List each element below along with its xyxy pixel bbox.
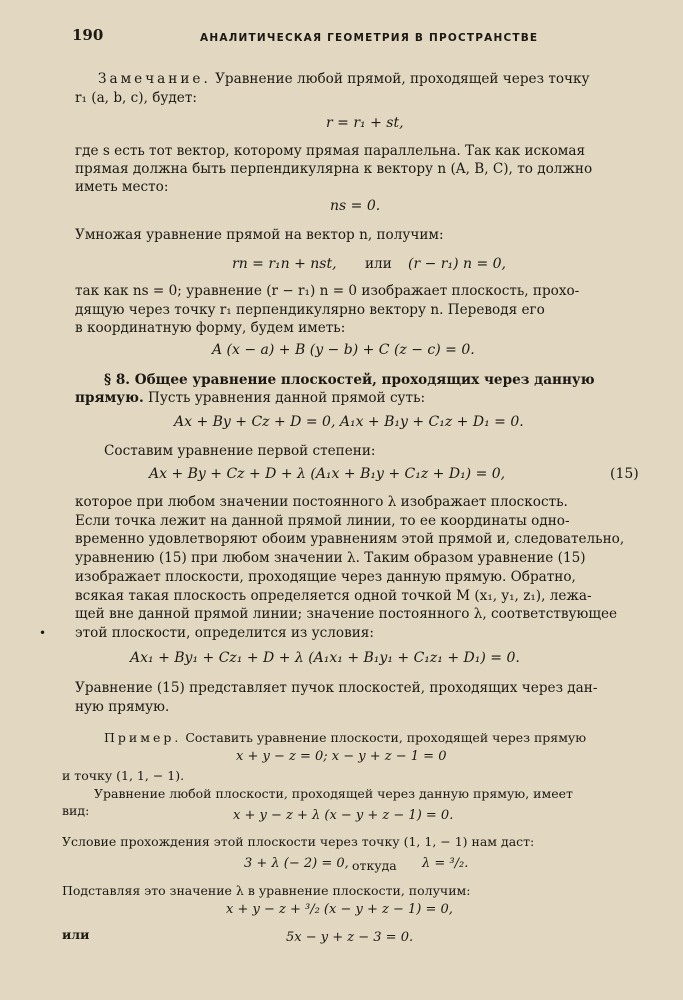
paragraph-line: временно удовлетворяют обоим уравнениям этой прямой и, следовательно, xyxy=(75,531,625,547)
paragraph-line: всякая такая плоскость определяется одной точкой M (x₁, y₁, z₁), лежа- xyxy=(75,588,592,604)
paragraph-line: прямая должна быть перпендикулярна к вектору n (A, B, C), то должно xyxy=(75,161,593,177)
paragraph-line: так как ns = 0; уравнение (r − r₁) n = 0 изображает плоскость, прохо- xyxy=(75,283,580,299)
paragraph-line: иметь место: xyxy=(75,179,169,195)
example-line-1 xyxy=(104,729,586,746)
section-heading: § 8. Общее уравнение плоскостей, проходящих через данную xyxy=(104,372,595,388)
paragraph-line: щей вне данной прямой линии; значение постоянного λ, соответствующее xyxy=(75,606,618,622)
section-intro: Пусть уравнения данной прямой суть: xyxy=(148,390,426,406)
running-title: АНАЛИТИЧЕСКАЯ ГЕОМЕТРИЯ В ПРОСТРАНСТВЕ xyxy=(200,32,539,44)
equation-substituted: x + y − z + ³/₂ (x − y + z − 1) = 0, xyxy=(226,902,453,917)
remark-line-1 xyxy=(98,71,590,88)
paragraph-line: Умножая уравнение прямой на вектор n, получим: xyxy=(75,227,444,243)
paragraph-line: Если точка лежит на данной прямой линии, то ее координаты одно- xyxy=(75,513,570,529)
equation-line-pair: Ax + By + Cz + D = 0, A₁x + B₁y + C₁z + D₁ = 0. xyxy=(174,414,524,430)
paragraph-line: Составим уравнение первой степени: xyxy=(104,443,376,459)
paragraph-line: дящую через точку r₁ перпендикулярно вектору n. Переводя его xyxy=(75,302,545,318)
equation-final-plane: 5x − y + z − 3 = 0. xyxy=(286,930,414,945)
section-heading-end: прямую. xyxy=(75,390,144,406)
remark-line-2: r₁ (a, b, c), будет: xyxy=(75,90,197,106)
paragraph-line: изображает плоскости, проходящие через данную прямую. Обратно, xyxy=(75,569,576,585)
paragraph-line: где s есть тот вектор, которому прямая параллельна. Так как искомая xyxy=(75,143,586,159)
equation-ns-zero: ns = 0. xyxy=(330,198,381,214)
example-text: вид: xyxy=(62,803,90,818)
margin-mark: • xyxy=(39,626,47,640)
example-label: Пример. xyxy=(104,730,182,745)
word-or-final: или xyxy=(62,927,90,942)
example-text: Подставляя это значение λ в уравнение плоскости, получим: xyxy=(62,883,471,898)
equation-r-r1-st: r = r₁ + st, xyxy=(326,115,404,131)
remark-line-1-text: Уравнение любой прямой, проходящей через точку xyxy=(215,71,590,87)
equation-r-minus-r1: (r − r₁) n = 0, xyxy=(408,256,507,272)
equation-number: (15) xyxy=(610,466,639,482)
example-text: Условие прохождения этой плоскости через точку (1, 1, − 1) нам даст: xyxy=(62,834,535,849)
paragraph-line: в координатную форму, будем иметь: xyxy=(75,320,346,336)
paragraph-line: этой плоскости, определится из условия: xyxy=(75,625,374,641)
example-line-1-text: Составить уравнение плоскости, проходящей через прямую xyxy=(185,730,587,745)
equation-15: Ax + By + Cz + D + λ (A₁x + B₁y + C₁z + D₁) = 0, xyxy=(149,466,506,482)
word-or: или xyxy=(365,256,392,272)
equation-example-lambda: 3 + λ (− 2) = 0, xyxy=(244,856,349,871)
remark-label: Замечание. xyxy=(98,71,211,87)
equation-point-condition: Ax₁ + By₁ + Cz₁ + D + λ (A₁x₁ + B₁y₁ + C₁z₁ + D₁) = 0. xyxy=(130,650,520,666)
equation-coordinate-plane: A (x − a) + B (y − b) + C (z − c) = 0. xyxy=(212,342,475,358)
paragraph-line: которое при любом значении постоянного λ изображает плоскость. xyxy=(75,494,568,510)
page-number: 190 xyxy=(72,26,104,44)
paragraph-line: уравнению (15) при любом значении λ. Таким образом уравнение (15) xyxy=(75,550,586,566)
equation-example-pencil: x + y − z + λ (x − y + z − 1) = 0. xyxy=(233,808,454,823)
equation-lambda-value: λ = ³/₂. xyxy=(422,856,469,871)
paragraph-line: Уравнение (15) представляет пучок плоскостей, проходящих через дан- xyxy=(75,680,598,696)
equation-example-line: x + y − z = 0; x − y + z − 1 = 0 xyxy=(236,749,447,764)
word-whence: откуда xyxy=(352,858,397,873)
example-text: и точку (1, 1, − 1). xyxy=(62,768,185,783)
example-text: Уравнение любой плоскости, проходящей через данную прямую, имеет xyxy=(94,786,573,801)
section-heading-line-2 xyxy=(75,390,425,407)
equation-rn: rn = r₁n + nst, xyxy=(232,256,337,272)
paragraph-line: ную прямую. xyxy=(75,699,170,715)
